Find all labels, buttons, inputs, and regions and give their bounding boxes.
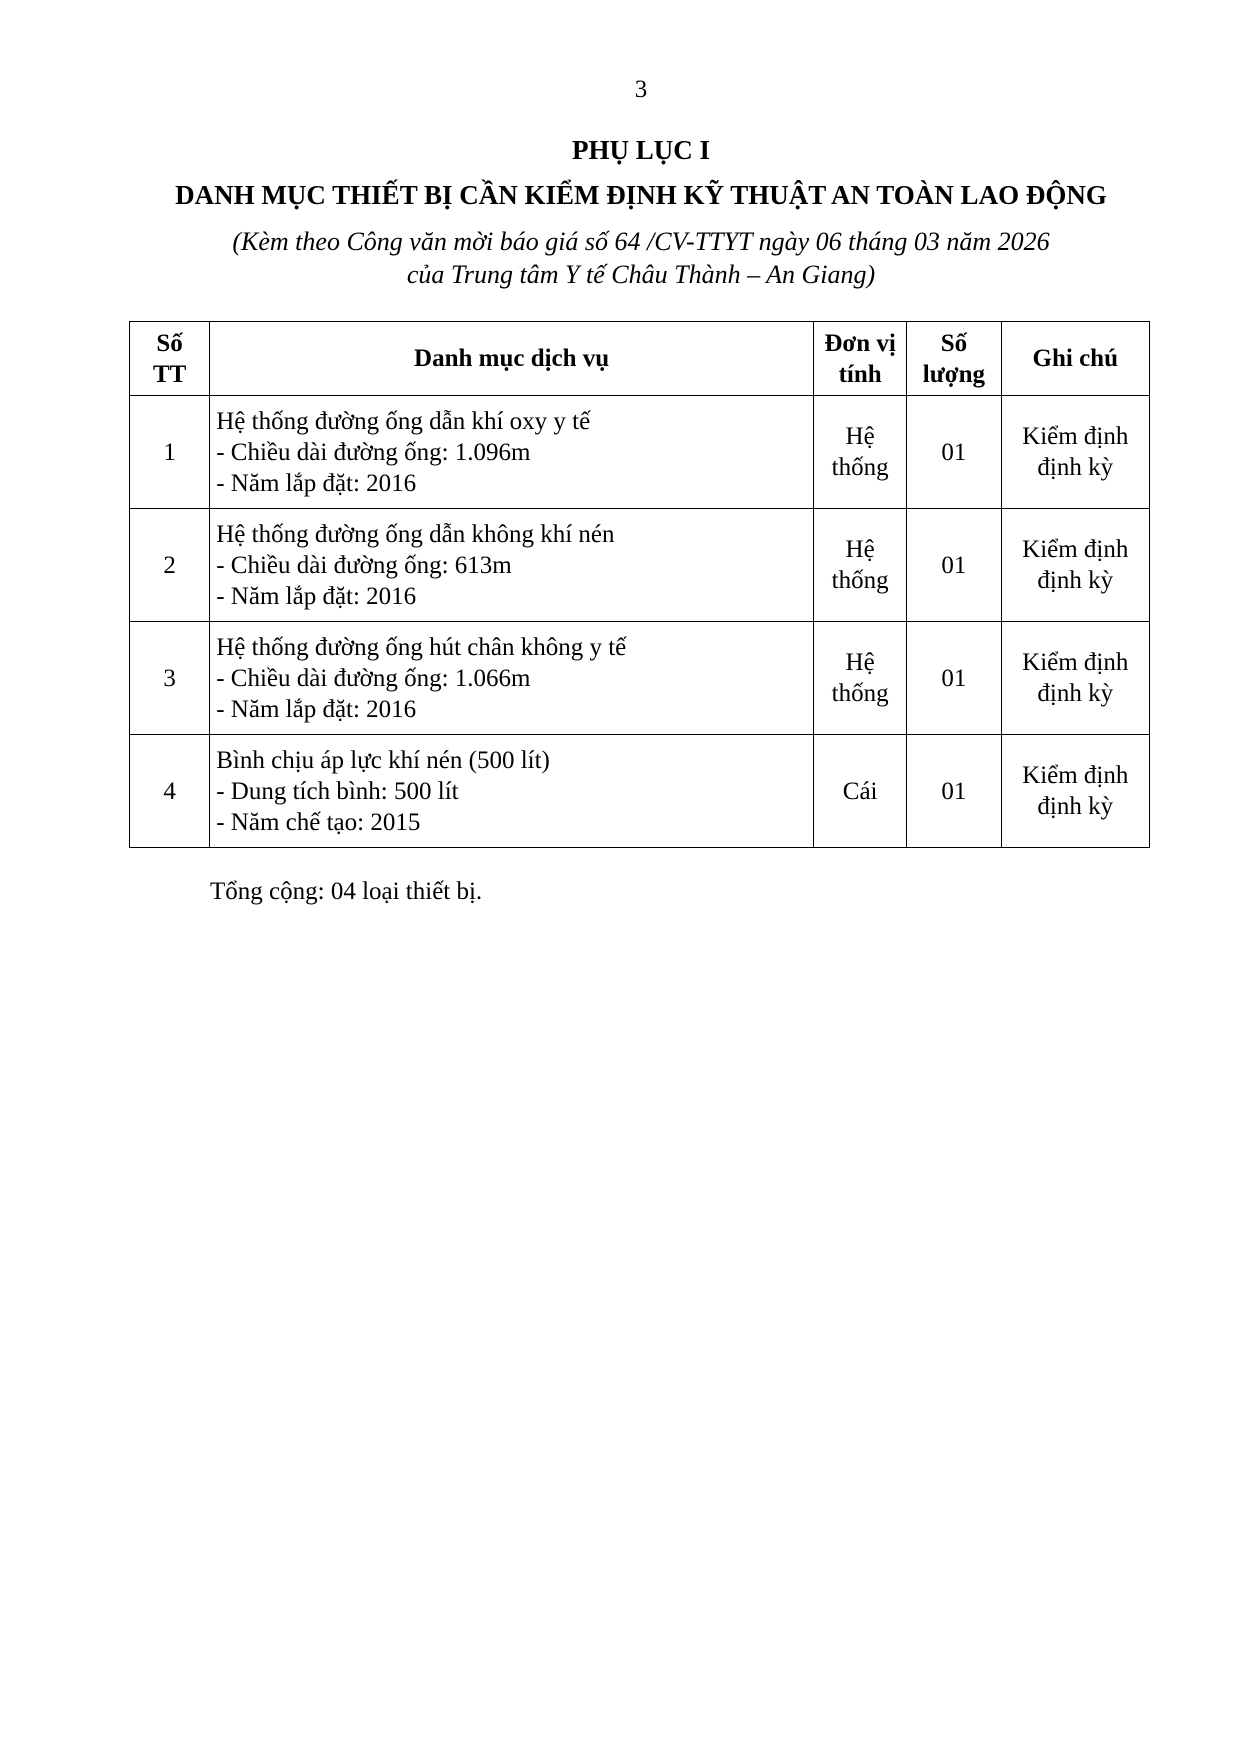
cell-stt: 2 bbox=[130, 509, 210, 622]
unit-line-2: thống bbox=[831, 567, 889, 594]
header-note: Ghi chú bbox=[1001, 322, 1149, 396]
cell-note bbox=[1001, 735, 1149, 848]
header-stt-line-1: Số bbox=[156, 329, 183, 357]
cell-unit bbox=[814, 396, 907, 509]
header-qty-line-2: lượng bbox=[922, 360, 985, 388]
service-name: Bình chịu áp lực khí nén (500 lít) bbox=[216, 746, 550, 774]
cell-stt: 1 bbox=[130, 396, 210, 509]
cell-unit bbox=[814, 509, 907, 622]
unit-line-2: thống bbox=[831, 680, 889, 707]
note-line-1: Kiểm định bbox=[1022, 762, 1129, 789]
unit-line-1: Hệ bbox=[845, 536, 875, 563]
equipment-table bbox=[129, 321, 1150, 848]
appendix-title: PHỤ LỤC I bbox=[571, 135, 710, 165]
service-detail: - Chiều dài đường ống: 1.066m bbox=[216, 664, 531, 692]
service-detail: - Năm lắp đặt: 2016 bbox=[216, 582, 417, 610]
note-line-2: định kỳ bbox=[1037, 680, 1114, 707]
service-name: Hệ thống đường ống hút chân không y tế bbox=[216, 633, 627, 661]
note-line-1: Kiểm định bbox=[1022, 536, 1129, 563]
header-unit-line-1: Đơn vị bbox=[824, 329, 896, 357]
service-detail: - Năm chế tạo: 2015 bbox=[216, 808, 421, 836]
cell-note bbox=[1001, 396, 1149, 509]
table-row bbox=[130, 396, 1150, 509]
service-detail: - Chiều dài đường ống: 1.096m bbox=[216, 438, 531, 466]
cell-quantity: 01 bbox=[907, 509, 1001, 622]
note-line-2: định kỳ bbox=[1037, 793, 1114, 820]
page-number: 3 bbox=[634, 76, 648, 103]
service-detail: - Năm lắp đặt: 2016 bbox=[216, 469, 417, 497]
cell-quantity: 01 bbox=[907, 622, 1001, 735]
service-detail: - Chiều dài đường ống: 613m bbox=[216, 551, 512, 579]
header-unit bbox=[814, 322, 907, 396]
table-row bbox=[130, 622, 1150, 735]
total-summary: Tổng cộng: 04 loại thiết bị. bbox=[210, 878, 483, 905]
cell-service bbox=[210, 622, 814, 735]
service-name: Hệ thống đường ống dẫn khí oxy y tế bbox=[216, 407, 591, 435]
unit-line-1: Hệ bbox=[845, 649, 875, 676]
cell-stt: 4 bbox=[130, 735, 210, 848]
subtitle-line-2: của Trung tâm Y tế Châu Thành – An Giang) bbox=[406, 260, 876, 289]
unit-line-1: Cái bbox=[842, 777, 878, 805]
cell-quantity: 01 bbox=[907, 396, 1001, 509]
table-header-row bbox=[130, 322, 1150, 396]
unit-line-2: thống bbox=[831, 454, 889, 481]
cell-unit bbox=[814, 735, 907, 848]
note-line-1: Kiểm định bbox=[1022, 649, 1129, 676]
service-detail: - Dung tích bình: 500 lít bbox=[216, 777, 459, 805]
cell-service bbox=[210, 509, 814, 622]
header-stt-line-2: TT bbox=[152, 360, 187, 388]
table-row bbox=[130, 735, 1150, 848]
table-row bbox=[130, 509, 1150, 622]
cell-note bbox=[1001, 622, 1149, 735]
header-service: Danh mục dịch vụ bbox=[210, 322, 814, 396]
cell-stt: 3 bbox=[130, 622, 210, 735]
unit-line-1: Hệ bbox=[845, 423, 875, 450]
cell-note bbox=[1001, 509, 1149, 622]
cell-quantity: 01 bbox=[907, 735, 1001, 848]
service-name: Hệ thống đường ống dẫn không khí nén bbox=[216, 520, 615, 548]
header-stt bbox=[130, 322, 210, 396]
subtitle-line-1: (Kèm theo Công văn mời báo giá số 64 /CV-TTYT ngày 06 tháng 03 năm 2026 bbox=[232, 227, 1050, 256]
header-qty-line-1: Số bbox=[940, 329, 968, 357]
header-quantity bbox=[907, 322, 1001, 396]
note-line-2: định kỳ bbox=[1037, 567, 1114, 594]
header-unit-line-2: tính bbox=[838, 360, 882, 388]
cell-service bbox=[210, 396, 814, 509]
cell-service bbox=[210, 735, 814, 848]
note-line-1: Kiểm định bbox=[1022, 423, 1129, 450]
document-title: DANH MỤC THIẾT BỊ CẦN KIỂM ĐỊNH KỸ THUẬT AN TOÀN LAO ĐỘNG bbox=[175, 180, 1107, 210]
service-detail: - Năm lắp đặt: 2016 bbox=[216, 695, 417, 723]
cell-unit bbox=[814, 622, 907, 735]
note-line-2: định kỳ bbox=[1037, 454, 1114, 481]
